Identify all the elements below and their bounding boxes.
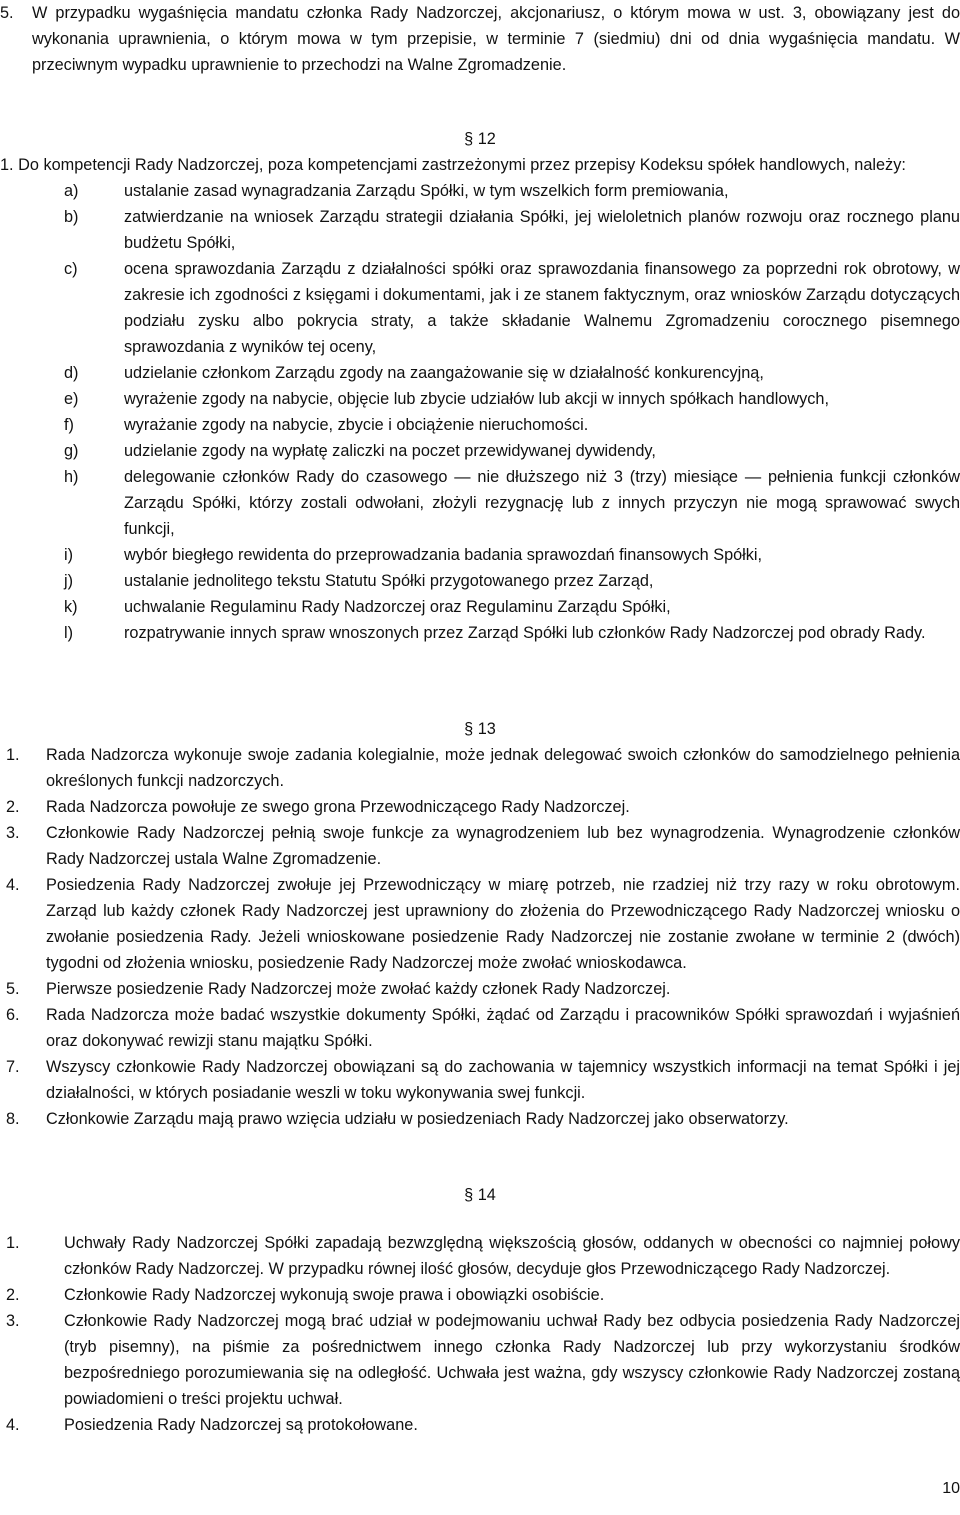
item-text: Do kompetencji Rady Nadzorczej, poza kompetencjami zastrzeżonymi przez przepisy Kodeksu spółek handlowych, należy: (18, 156, 906, 174)
numbered-item (0, 152, 960, 178)
section-12 (0, 126, 960, 646)
item-letter: i) (64, 546, 74, 564)
item-text: uchwalanie Regulaminu Rady Nadzorczej oraz Regulaminu Zarządu Spółki, (124, 598, 671, 616)
item-number: 3. (6, 824, 20, 842)
item-text: wybór biegłego rewidenta do przeprowadzania badania sprawozdań finansowych Spółki, (124, 546, 763, 564)
item-letter: g) (64, 442, 79, 460)
numbered-item (0, 820, 960, 872)
item-text: Członkowie Rady Nadzorczej pełnią swoje funkcje za wynagrodzeniem lub bez wynagrodzenia. Wynagrodzenie członków Rady Nadzorczej ustala Walne Zgromadzenie. (46, 824, 960, 868)
item-text: udzielanie zgody na wypłatę zaliczki na poczet przewidywanej dywidendy, (124, 442, 656, 460)
section-13 (0, 716, 960, 1132)
list-item (0, 256, 960, 360)
item-text: Posiedzenia Rady Nadzorczej zwołuje jej Przewodniczący w miarę potrzeb, nie rzadziej niż trzy razy w roku obrotowym. Zarząd lub każdy członek Rady Nadzorczej jest uprawniony do złożenia do Przewodniczącego Rady Nadzorczej wniosku o zwołanie posiedzenia Rady. Jeżeli wnioskowane posiedzenie Rady Nadzorczej nie zostanie zwołane w terminie 2 (dwóch) tygodni od złożenia wniosku, posiedzenie Rady Nadzorczej może zwołać wnioskodawca. (46, 876, 960, 972)
numbered-item (0, 1054, 960, 1106)
item-text: ustalanie zasad wynagradzania Zarządu Spółki, w tym wszelkich form premiowania, (124, 182, 729, 200)
numbered-item (0, 872, 960, 976)
numbered-item (0, 1230, 960, 1282)
item-text: ocena sprawozdania Zarządu z działalności spółki oraz sprawozdania finansowego za poprzedni rok obrotowy, w zakresie ich zgodności z księgami i dokumentami, jak i ze stanem faktycznym, oraz wniosków Zarządu dotyczących podziału zysku albo pokrycia straty, a także składanie Walnemu Zgromadzeniu corocznego pisemnego sprawozdania z wyników tej oceny, (124, 260, 960, 356)
item-text: Rada Nadzorcza wykonuje swoje zadania kolegialnie, może jednak delegować swoich członków do samodzielnego pełnienia określonych funkcji nadzorczych. (46, 746, 960, 790)
section-14 (0, 1182, 960, 1438)
list-item (0, 178, 960, 204)
list-item (0, 568, 960, 594)
numbered-item (0, 742, 960, 794)
list-item (0, 360, 960, 386)
item-text: Rada Nadzorcza może badać wszystkie dokumenty Spółki, żądać od Zarządu i pracowników Spółki sprawozdań i wyjaśnień oraz dokonywać rewizji stanu majątku Spółki. (46, 1006, 960, 1050)
item-letter: d) (64, 364, 79, 382)
item-letter: j) (64, 572, 74, 590)
section-heading: § 13 (464, 720, 496, 738)
page-number: 10 (942, 1480, 960, 1497)
list-item (0, 438, 960, 464)
item-text: Pierwsze posiedzenie Rady Nadzorczej może zwołać każdy członek Rady Nadzorczej. (46, 980, 671, 998)
item-letter: e) (64, 390, 79, 408)
list-item (0, 464, 960, 542)
item-text: zatwierdzanie na wniosek Zarządu strategii działania Spółki, jej wieloletnich planów rozwoju oraz rocznego planu budżetu Spółki, (124, 208, 960, 252)
item-text: Członkowie Rady Nadzorczej wykonują swoje prawa i obowiązki osobiście. (64, 1286, 605, 1304)
item-text: udzielanie członkom Zarządu zgody na zaangażowanie się w działalność konkurencyjną, (124, 364, 764, 382)
section-heading: § 14 (464, 1186, 496, 1204)
item-number: 7. (6, 1058, 20, 1076)
item-text: Członkowie Zarządu mają prawo wzięcia udziału w posiedzeniach Rady Nadzorczej jako obserwatorzy. (46, 1110, 789, 1128)
item-text: wyrażanie zgody na nabycie, zbycie i obciążenie nieruchomości. (124, 416, 589, 434)
item-letter: a) (64, 182, 79, 200)
item-letter: h) (64, 468, 79, 486)
numbered-item (0, 976, 960, 1002)
item-number: 1. (6, 1234, 20, 1252)
item-text: ustalanie jednolitego tekstu Statutu Spółki przygotowanego przez Zarząd, (124, 572, 654, 590)
item-number: 5. (0, 4, 14, 22)
list-item (0, 412, 960, 438)
item-number: 1. (6, 746, 20, 764)
numbered-item (0, 1412, 960, 1438)
item-letter: k) (64, 598, 78, 616)
item-number: 4. (6, 1416, 20, 1434)
paragraph-5-continuation (0, 0, 960, 78)
numbered-item (0, 794, 960, 820)
numbered-item (0, 1106, 960, 1132)
item-text: Członkowie Rady Nadzorczej mogą brać udział w podejmowaniu uchwał Rady bez odbycia posiedzenia Rady Nadzorczej (tryb pisemny), na piśmie za pośrednictwem innego członka Rady Nadzorczej lub przy wykorzystaniu środków bezpośredniego porozumiewania się na odległość. Uchwała jest ważna, gdy wszyscy członkowie Rady Nadzorczej zostaną powiadomieni o treści projektu uchwał. (64, 1312, 960, 1408)
item-number: 2. (6, 798, 20, 816)
numbered-item (0, 1002, 960, 1054)
list-item (0, 542, 960, 568)
list-item (0, 204, 960, 256)
numbered-item (0, 1282, 960, 1308)
section-heading: § 12 (464, 130, 496, 148)
section-13-list (0, 742, 960, 1132)
list-item (0, 620, 960, 646)
section-14-list (0, 1230, 960, 1438)
list-item (0, 594, 960, 620)
item-text: wyrażenie zgody na nabycie, objęcie lub zbycie udziałów lub akcji w innych spółkach handlowych, (124, 390, 830, 408)
item-letter: f) (64, 416, 74, 434)
item-letter: l) (64, 624, 74, 642)
item-text: Wszyscy członkowie Rady Nadzorczej obowiązani są do zachowania w tajemnicy wszystkich informacji na temat Spółki i jej działalności, w których posiadanie weszli w toku wykonywania swej funkcji. (46, 1058, 960, 1102)
numbered-item (0, 0, 960, 78)
item-text: Uchwały Rady Nadzorczej Spółki zapadają bezwzględną większością głosów, oddanych w obecności co najmniej połowy członków Rady Nadzorczej. W przypadku równej ilość głosów, decyduje głos Przewodniczącego Rady Nadzorczej. (64, 1234, 960, 1278)
item-text: W przypadku wygaśnięcia mandatu członka Rady Nadzorczej, akcjonariusz, o którym mowa w ust. 3, obowiązany jest do wykonania uprawnienia, o którym mowa w tym przepisie, w terminie 7 (siedmiu) dni od dnia wygaśnięcia mandatu. W przeciwnym wypadku uprawnienie to przechodzi na Walne Zgromadzenie. (32, 4, 960, 74)
numbered-item (0, 1308, 960, 1412)
item-number: 2. (6, 1286, 20, 1304)
item-number: 3. (6, 1312, 20, 1330)
item-text: Rada Nadzorcza powołuje ze swego grona Przewodniczącego Rady Nadzorczej. (46, 798, 630, 816)
item-number: 6. (6, 1006, 20, 1024)
item-number: 4. (6, 876, 20, 894)
item-text: Posiedzenia Rady Nadzorczej są protokołowane. (64, 1416, 418, 1434)
item-number: 8. (6, 1110, 20, 1128)
list-item (0, 386, 960, 412)
item-letter: b) (64, 208, 79, 226)
item-number: 1. (0, 156, 14, 174)
item-number: 5. (6, 980, 20, 998)
item-letter: c) (64, 260, 78, 278)
item-text: rozpatrywanie innych spraw wnoszonych przez Zarząd Spółki lub członków Rady Nadzorczej pod obrady Rady. (124, 624, 926, 642)
competence-list (0, 178, 960, 646)
item-text: delegowanie członków Rady do czasowego — nie dłuższego niż 3 (trzy) miesiące — pełnienia funkcji członków Zarządu Spółki, którzy zostali odwołani, złożyli rezygnację lub z innych przyczyn nie mogą sprawować swych funkcji, (124, 468, 960, 538)
